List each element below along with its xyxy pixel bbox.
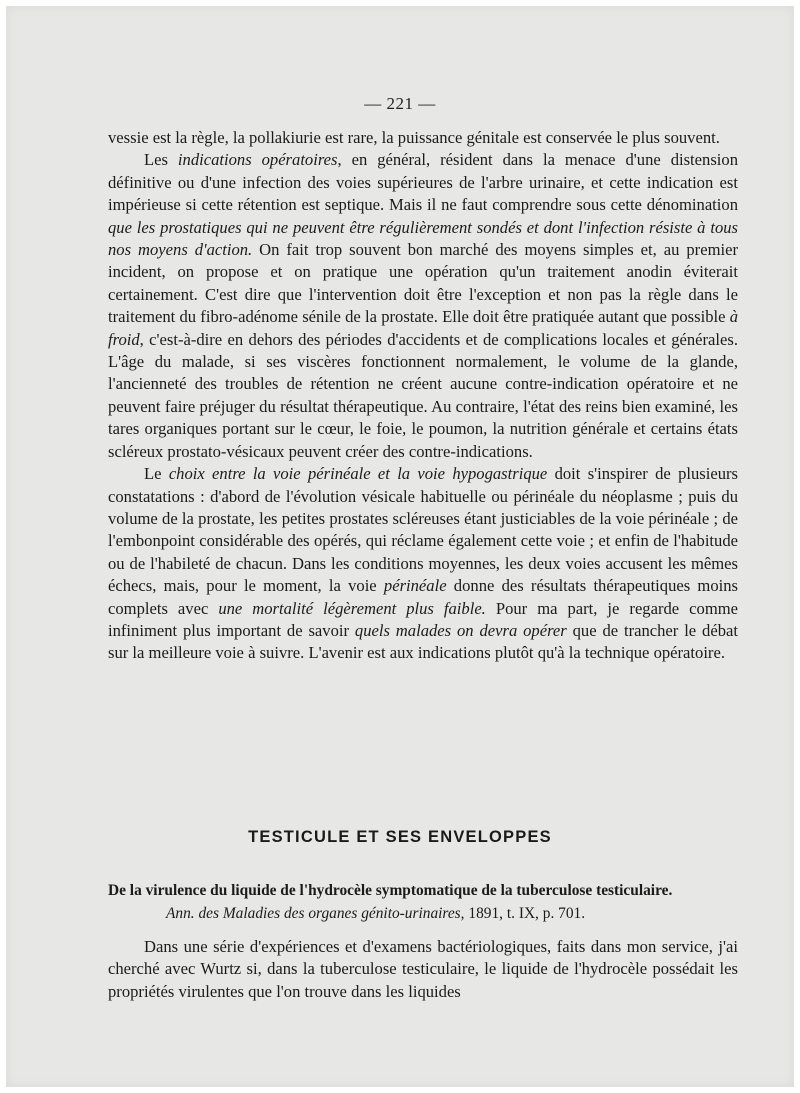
paragraph xyxy=(108,149,738,463)
text-run: Le xyxy=(144,464,169,484)
text-run: , c'est-à-dire en dehors des périodes d'accidents et de complications locales et générales. L'âge du malade, si ses viscères fonctionnent normalement, le volume de la glande, l'ancienneté des troubles de rétention ne créent aucune contre-indication opératoire et ne peuvent faire préjuger du résultat thérapeutique. Au contraire, l'état des reins bien examiné, les tares organiques portant sur le cœur, le foie, le poumon, la nutrition générale et certains états scléreux prostato-vésicaux peuvent créer des contre-indications. xyxy=(108,329,738,461)
italic-run: périnéale xyxy=(383,576,447,596)
text-run: que de trancher le débat sur la meilleure voie à suivre. L'avenir est aux indications plutôt qu'à la technique opératoire. xyxy=(108,620,738,663)
text-run: donne des résultats thérapeutiques moins complets avec xyxy=(108,576,739,618)
article-citation xyxy=(166,903,746,925)
text-run: doit s'inspirer de plusieurs constatations : d'abord de l'évolution vésicale habituelle ou périnéale du néoplasme ; puis du volume de la prostate, les petites prostates scléreuses étant justiciables de la voie périnéale ; de l'embonpoint considérable des opérés, qui réclame également cette voie ; et enfin de l'habitude ou de l'habileté de chacun. Dans les conditions moyennes, les deux voies accusent les mêmes échecs, mais, pour le moment, la voie xyxy=(108,464,739,596)
page-number: — 221 — xyxy=(364,94,436,113)
italic-run: à froid xyxy=(108,307,738,349)
italic-run: choix entre la voie périnéale et la voie hypogastrique xyxy=(168,464,548,484)
main-text-block xyxy=(108,127,738,665)
article-title: De la virulence du liquide de l'hydrocèle symptomatique de la tuberculose testiculaire. xyxy=(108,882,673,899)
paragraph xyxy=(108,463,738,665)
section-heading: TESTICULE ET SES ENVELOPPES xyxy=(248,828,552,846)
citation-details: , 1891, t. IX, p. 701. xyxy=(460,905,586,922)
italic-run: une mortalité légèrement plus faible. xyxy=(218,598,486,618)
text-run: vessie est la règle, la pollakiurie est rare, la puissance génitale est conservée le plus souvent. xyxy=(108,128,720,147)
text-run: , en général, résident dans la menace d'une distension définitive ou d'une infection des voies supérieures de l'arbre urinaire, et cette indication est impérieuse si cette rétention est septique. Mais il ne faut comprendre sous cette dénomination xyxy=(108,150,738,215)
article-paragraph: Dans une série d'expériences et d'examens bactériologiques, faits dans mon service, j'ai cherché avec Wurtz si, dans la tuberculose testiculaire, le liquide de l'hydrocèle possédait les propriétés virulentes que l'on trouve dans les liquides xyxy=(108,937,738,1001)
citation-journal: Ann. des Maladies des organes génito-urinaires xyxy=(166,905,461,922)
italic-run: quels malades on devra opérer xyxy=(354,620,567,640)
italic-run: indications opératoires xyxy=(177,150,338,170)
paragraph xyxy=(108,127,738,149)
article-text-block xyxy=(108,936,738,1003)
book-page xyxy=(6,6,794,1087)
italic-run: que les prostatiques qui ne peuvent être régulièrement sondés et dont l'infection résiste à tous nos moyens d'action. xyxy=(108,217,738,260)
text-run: Pour ma part, je regarde comme infiniment plus important de savoir xyxy=(108,598,738,640)
text-run: Les xyxy=(144,150,178,170)
text-run: On fait trop souvent bon marché des moyens simples et, au premier incident, on propose et on pratique une opération qu'un traitement anodin éviterait certainement. C'est dire que l'intervention doit être l'exception et non pas la règle dans le traitement du fibro-adénome sénile de la prostate. Elle doit être pratiquée autant que possible xyxy=(108,240,738,327)
